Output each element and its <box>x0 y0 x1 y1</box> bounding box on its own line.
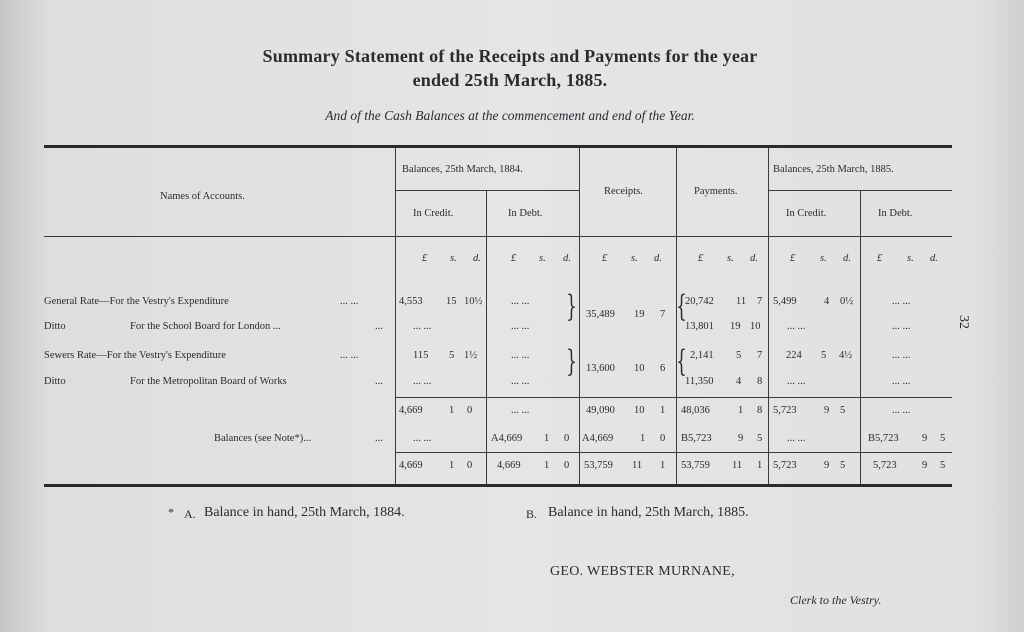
signatory-name: GEO. WEBSTER MURNANE, <box>550 564 735 579</box>
footnote-asterisk: * <box>168 505 174 519</box>
credit-1885-pounds: 5,499 <box>773 296 797 307</box>
subtotal-payments-pounds: 48,036 <box>681 405 710 416</box>
payments-pence: 10 <box>750 321 761 332</box>
payments-pence: 7 <box>757 296 763 307</box>
total-credit-1885-shillings: 9 <box>824 460 830 471</box>
total-credit-1884-pence: 0 <box>467 460 473 471</box>
credit-1884-shillings: 15 <box>446 296 457 307</box>
unit-pence: d. <box>930 253 938 264</box>
total-payments-pence: 1 <box>757 460 763 471</box>
footnote-b-letter: B. <box>526 507 538 521</box>
balances-receipts-shillings: 1 <box>640 433 646 444</box>
unit-pence: d. <box>843 253 851 264</box>
unit-pound: £ <box>422 253 428 264</box>
credit-1884-pence: 1½ <box>464 350 478 361</box>
payments-pence: 8 <box>757 376 763 387</box>
subtotal-receipts-pence: 1 <box>660 405 666 416</box>
debt-1885: ... ... <box>892 350 911 361</box>
signatory-role: Clerk to the Vestry. <box>790 593 882 607</box>
debt-1885: ... ... <box>892 376 911 387</box>
payments-pounds: 20,742 <box>685 296 714 307</box>
balances-debt-1884-shillings: 1 <box>544 433 550 444</box>
account-name-detail: For the Metropolitan Board of Works <box>130 376 287 387</box>
credit-1884-shillings: 5 <box>449 350 455 361</box>
unit-pound: £ <box>511 253 517 264</box>
balances-debt-1884-pounds: A4,669 <box>491 433 523 444</box>
total-credit-1884-shillings: 1 <box>449 460 455 471</box>
debt-1884: ... ... <box>511 350 530 361</box>
column-divider <box>860 190 861 484</box>
credit-1885-pounds: 224 <box>786 350 802 361</box>
header-rule <box>395 190 579 191</box>
unit-pence: d. <box>654 253 662 264</box>
subtotal-receipts-shillings: 10 <box>634 405 645 416</box>
payments-shillings: 5 <box>736 350 742 361</box>
payments-shillings: 4 <box>736 376 742 387</box>
unit-shilling: s. <box>450 253 457 264</box>
unit-pence: d. <box>473 253 481 264</box>
credit-1884: ... ... <box>413 376 432 387</box>
balances-debt-1884-pence: 0 <box>564 433 570 444</box>
header-balances-1885: Balances, 25th March, 1885. <box>773 164 894 175</box>
account-name: General Rate—For the Vestry's Expenditure <box>44 296 229 307</box>
table-top-rule <box>44 145 952 148</box>
unit-pence: d. <box>750 253 758 264</box>
header-in-debt-1884: In Debt. <box>508 208 543 219</box>
payments-shillings: 11 <box>736 296 747 307</box>
total-credit-1885-pounds: 5,723 <box>773 460 797 471</box>
total-payments-pounds: 53,759 <box>681 460 710 471</box>
credit-1885: ... ... <box>787 321 806 332</box>
footnote-a-text: Balance in hand, 25th March, 1884. <box>204 505 405 520</box>
column-divider <box>486 190 487 484</box>
receipts-shillings: 19 <box>634 309 645 320</box>
unit-pound: £ <box>877 253 883 264</box>
unit-shilling: s. <box>907 253 914 264</box>
total-receipts-pounds: 53,759 <box>584 460 613 471</box>
unit-pound: £ <box>790 253 796 264</box>
subtotal-credit-1884-pounds: 4,669 <box>399 405 423 416</box>
header-payments: Payments. <box>694 186 738 197</box>
unit-shilling: s. <box>820 253 827 264</box>
balances-credit-1884: ... ... <box>413 433 432 444</box>
balances-payments-pence: 5 <box>757 433 763 444</box>
unit-shilling: s. <box>539 253 546 264</box>
total-credit-1884-pounds: 4,669 <box>399 460 423 471</box>
total-receipts-pence: 1 <box>660 460 666 471</box>
receipts-pounds: 35,489 <box>586 309 615 320</box>
debt-1884: ... ... <box>511 376 530 387</box>
credit-1884: ... ... <box>413 321 432 332</box>
payments-pence: 7 <box>757 350 763 361</box>
unit-shilling: s. <box>727 253 734 264</box>
account-name: Sewers Rate—For the Vestry's Expenditure <box>44 350 226 361</box>
column-divider <box>579 148 580 484</box>
subtotal-credit-1884-shillings: 1 <box>449 405 455 416</box>
leader-dots: ... <box>375 321 383 332</box>
subtotal-credit-1885-pence: 5 <box>840 405 846 416</box>
total-payments-shillings: 11 <box>732 460 743 471</box>
balances-debt-1885-pounds: B5,723 <box>868 433 899 444</box>
total-debt-1884-shillings: 1 <box>544 460 550 471</box>
debt-1885: ... ... <box>892 321 911 332</box>
balances-debt-1885-shillings: 9 <box>922 433 928 444</box>
total-debt-1884-pence: 0 <box>564 460 570 471</box>
subtotal-debt-1885: ... ... <box>892 405 911 416</box>
unit-pound: £ <box>602 253 608 264</box>
credit-1884-pence: 10½ <box>464 296 483 307</box>
account-name: Ditto <box>44 376 66 387</box>
receipts-pence: 6 <box>660 363 666 374</box>
header-balances-1884: Balances, 25th March, 1884. <box>402 164 523 175</box>
total-debt-1884-pounds: 4,669 <box>497 460 521 471</box>
credit-1885: ... ... <box>787 376 806 387</box>
document-subtitle: And of the Cash Balances at the commencement and end of the Year. <box>325 108 695 123</box>
balances-payments-pounds: B5,723 <box>681 433 712 444</box>
page-number: 32 <box>956 315 971 329</box>
header-rule <box>768 190 952 191</box>
header-in-debt-1885: In Debt. <box>878 208 913 219</box>
header-in-credit-1884: In Credit. <box>413 208 454 219</box>
right-brace: } <box>566 344 577 379</box>
subtotal-credit-1885-pounds: 5,723 <box>773 405 797 416</box>
subtotal-credit-1884-pence: 0 <box>467 405 473 416</box>
leader-dots: ... ... <box>340 296 359 307</box>
total-rule <box>395 452 952 453</box>
payments-pounds: 2,141 <box>690 350 714 361</box>
payments-shillings: 19 <box>730 321 741 332</box>
document-title-line-2: ended 25th March, 1885. <box>412 70 608 90</box>
unit-pence: d. <box>563 253 571 264</box>
balances-receipts-pounds: A4,669 <box>582 433 614 444</box>
credit-1885-pence: 4½ <box>839 350 853 361</box>
right-brace: } <box>566 289 577 324</box>
credit-1885-shillings: 4 <box>824 296 830 307</box>
total-credit-1885-pence: 5 <box>840 460 846 471</box>
subtotal-receipts-pounds: 49,090 <box>586 405 615 416</box>
header-rule <box>44 236 952 237</box>
total-debt-1885-shillings: 9 <box>922 460 928 471</box>
footnote-a-letter: A. <box>184 507 196 521</box>
account-name: Ditto <box>44 321 66 332</box>
left-brace: { <box>676 344 687 379</box>
balances-debt-1885-pence: 5 <box>940 433 946 444</box>
header-receipts: Receipts. <box>604 186 643 197</box>
balances-receipts-pence: 0 <box>660 433 666 444</box>
header-in-credit-1885: In Credit. <box>786 208 827 219</box>
debt-1884: ... ... <box>511 296 530 307</box>
subtotal-debt-1884: ... ... <box>511 405 530 416</box>
receipts-pence: 7 <box>660 309 666 320</box>
balances-label: Balances (see Note*)... <box>214 433 312 444</box>
leader-dots: ... ... <box>340 350 359 361</box>
receipts-shillings: 10 <box>634 363 645 374</box>
footnote-b-text: Balance in hand, 25th March, 1885. <box>548 505 749 520</box>
credit-1885-shillings: 5 <box>821 350 827 361</box>
payments-pounds: 13,801 <box>685 321 714 332</box>
total-debt-1885-pounds: 5,723 <box>873 460 897 471</box>
balances-credit-1885: ... ... <box>787 433 806 444</box>
table-bottom-rule <box>44 484 952 487</box>
receipts-pounds: 13,600 <box>586 363 615 374</box>
credit-1885-pence: 0½ <box>840 296 854 307</box>
account-name-detail: For the School Board for London ... <box>130 321 281 332</box>
document-title-line-1: Summary Statement of the Receipts and Payments for the year <box>262 46 758 66</box>
subtotal-payments-shillings: 1 <box>738 405 744 416</box>
subtotal-rule <box>395 397 952 398</box>
left-brace: { <box>676 289 687 324</box>
leader-dots: ... <box>375 433 383 444</box>
debt-1885: ... ... <box>892 296 911 307</box>
credit-1884-pounds: 115 <box>413 350 429 361</box>
subtotal-payments-pence: 8 <box>757 405 763 416</box>
credit-1884-pounds: 4,553 <box>399 296 423 307</box>
payments-pounds: 11,350 <box>685 376 714 387</box>
unit-shilling: s. <box>631 253 638 264</box>
subtotal-credit-1885-shillings: 9 <box>824 405 830 416</box>
unit-pound: £ <box>698 253 704 264</box>
debt-1884: ... ... <box>511 321 530 332</box>
column-divider <box>395 148 396 484</box>
leader-dots: ... <box>375 376 383 387</box>
total-debt-1885-pence: 5 <box>940 460 946 471</box>
header-names-of-accounts: Names of Accounts. <box>160 191 245 202</box>
column-divider <box>768 148 769 484</box>
total-receipts-shillings: 11 <box>632 460 643 471</box>
balances-payments-shillings: 9 <box>738 433 744 444</box>
